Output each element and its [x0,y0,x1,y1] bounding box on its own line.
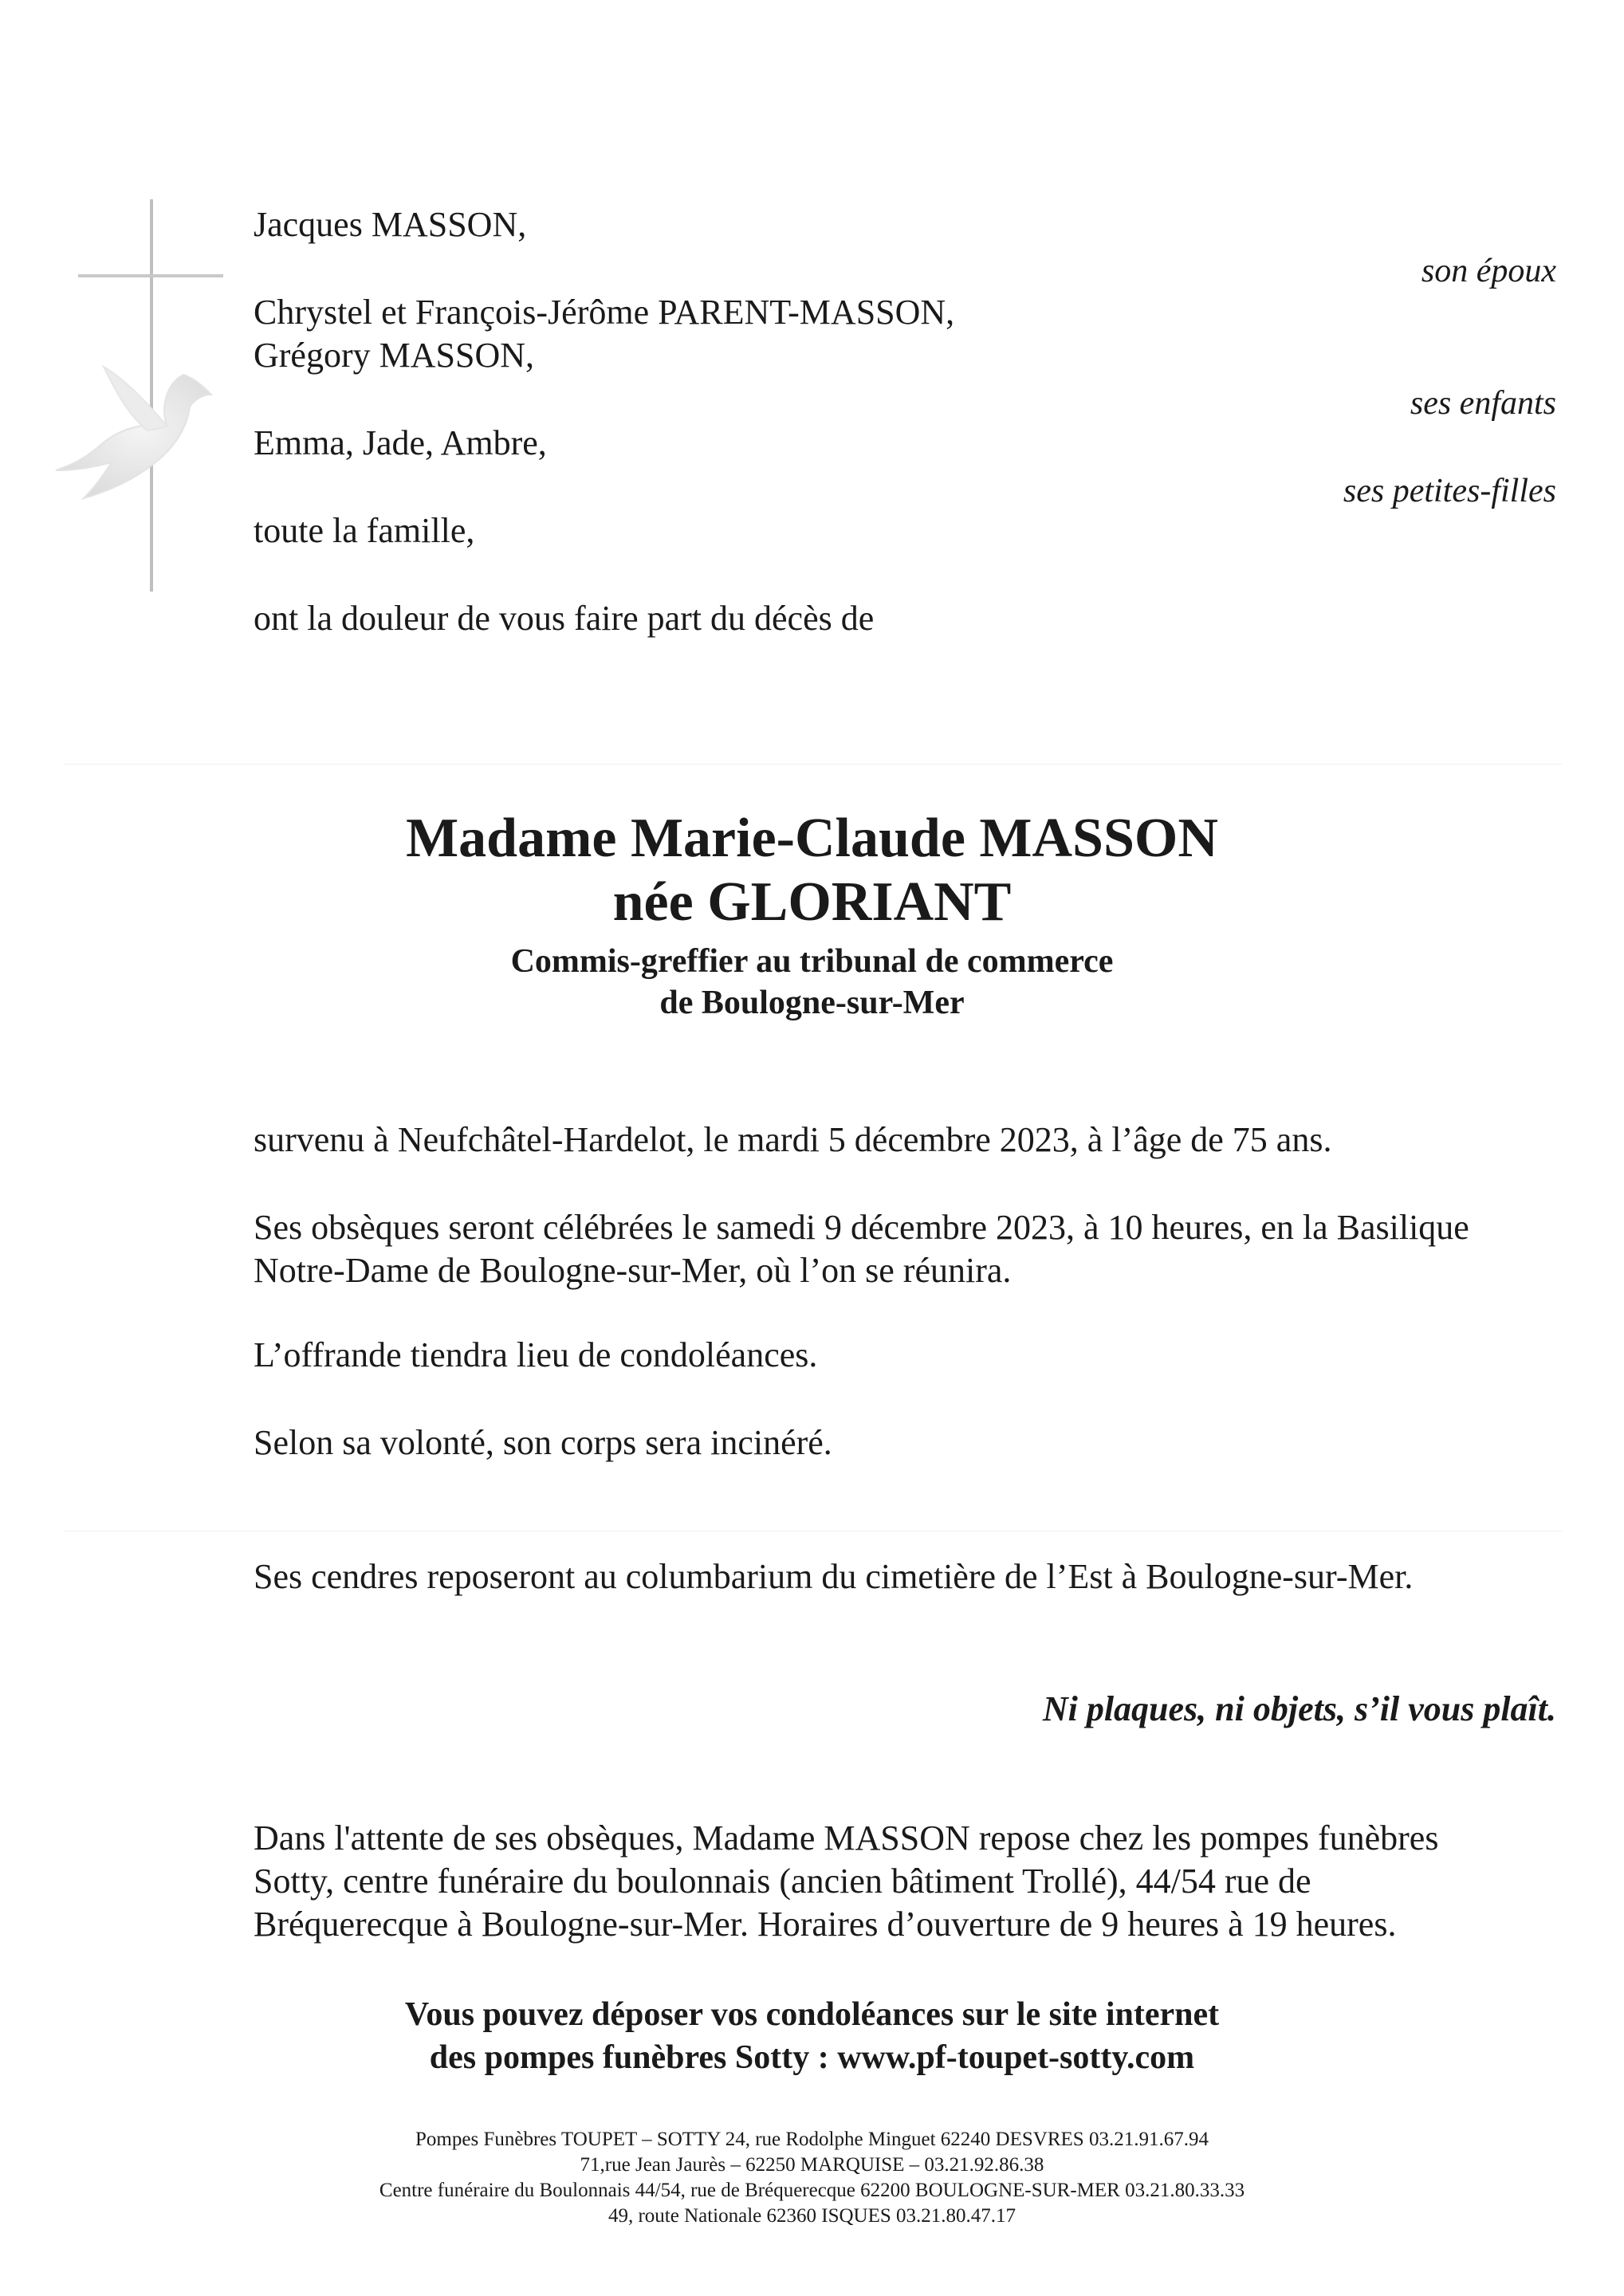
footer-line: 71,rue Jean Jaurès – 62250 MARQUISE – 03.21.92.86.38 [580,2154,1044,2176]
relation-spouse: son époux [1421,253,1556,289]
repose-line2: Sotty, centre funéraire du boulonnais (ancien bâtiment Trollé), 44/54 rue de [254,1862,1311,1901]
footer-line: Centre funéraire du Boulonnais 44/54, rue de Bréquerecque 62200 BOULOGNE-SUR-MER 03.21.80.33.33 [379,2180,1245,2201]
cross-horizontal-bar [78,274,223,277]
relation-children: ses enfants [1410,385,1556,422]
footer-line: 49, route Nationale 62360 ISQUES 03.21.80.47.17 [608,2205,1016,2227]
family-member-grandchildren: Emma, Jade, Ambre, [254,423,547,462]
deceased-title-line1: Commis-greffier au tribunal de commerce [510,943,1114,980]
announcement-text: ont la douleur de vous faire part du décès de [254,599,875,638]
deceased-name: Madame Marie-Claude MASSON [406,808,1218,869]
family-member-children-2: Grégory MASSON, [254,336,534,375]
condolences-line1: Vous pouvez déposer vos condoléances sur le site internet [404,1996,1220,2033]
deceased-title-line2: de Boulogne-sur-Mer [659,985,965,1021]
repose-line1: Dans l'attente de ses obsèques, Madame MASSON repose chez les pompes funèbres [254,1818,1439,1858]
repose-line3: Bréquerecque à Boulogne-sur-Mer. Horaires d’ouverture de 9 heures à 19 heures. [254,1905,1397,1944]
cremation-note: Selon sa volonté, son corps sera incinéré. [254,1423,832,1462]
funeral-details-line2: Notre-Dame de Boulogne-sur-Mer, où l’on se réunira. [254,1251,1012,1290]
death-details: survenu à Neufchâtel-Hardelot, le mardi 5 décembre 2023, à l’âge de 75 ans. [254,1120,1332,1159]
no-plaques-note: Ni plaques, ni objets, s’il vous plaît. [1042,1689,1556,1728]
funeral-details-line1: Ses obsèques seront célébrées le samedi 9 décembre 2023, à 10 heures, en la Basilique [254,1208,1469,1247]
dove-icon [48,351,231,502]
family-member-spouse: Jacques MASSON, [254,205,527,244]
relation-grandchildren: ses petites-filles [1343,473,1556,509]
family-member-others: toute la famille, [254,511,475,550]
ashes-note: Ses cendres reposeront au columbarium du cimetière de l’Est à Boulogne-sur-Mer. [254,1557,1414,1596]
offering-note: L’offrande tiendra lieu de condoléances. [254,1335,818,1374]
deceased-maiden-name: née GLORIANT [612,871,1012,933]
condolences-line2: des pompes funèbres Sotty : www.pf-toupet-sotty.com [429,2039,1195,2076]
family-member-children-1: Chrystel et François-Jérôme PARENT-MASSON, [254,293,955,332]
footer-line: Pompes Funèbres TOUPET – SOTTY 24, rue Rodolphe Minguet 62240 DESVRES 03.21.91.67.94 [415,2129,1209,2150]
divider [64,764,1563,765]
